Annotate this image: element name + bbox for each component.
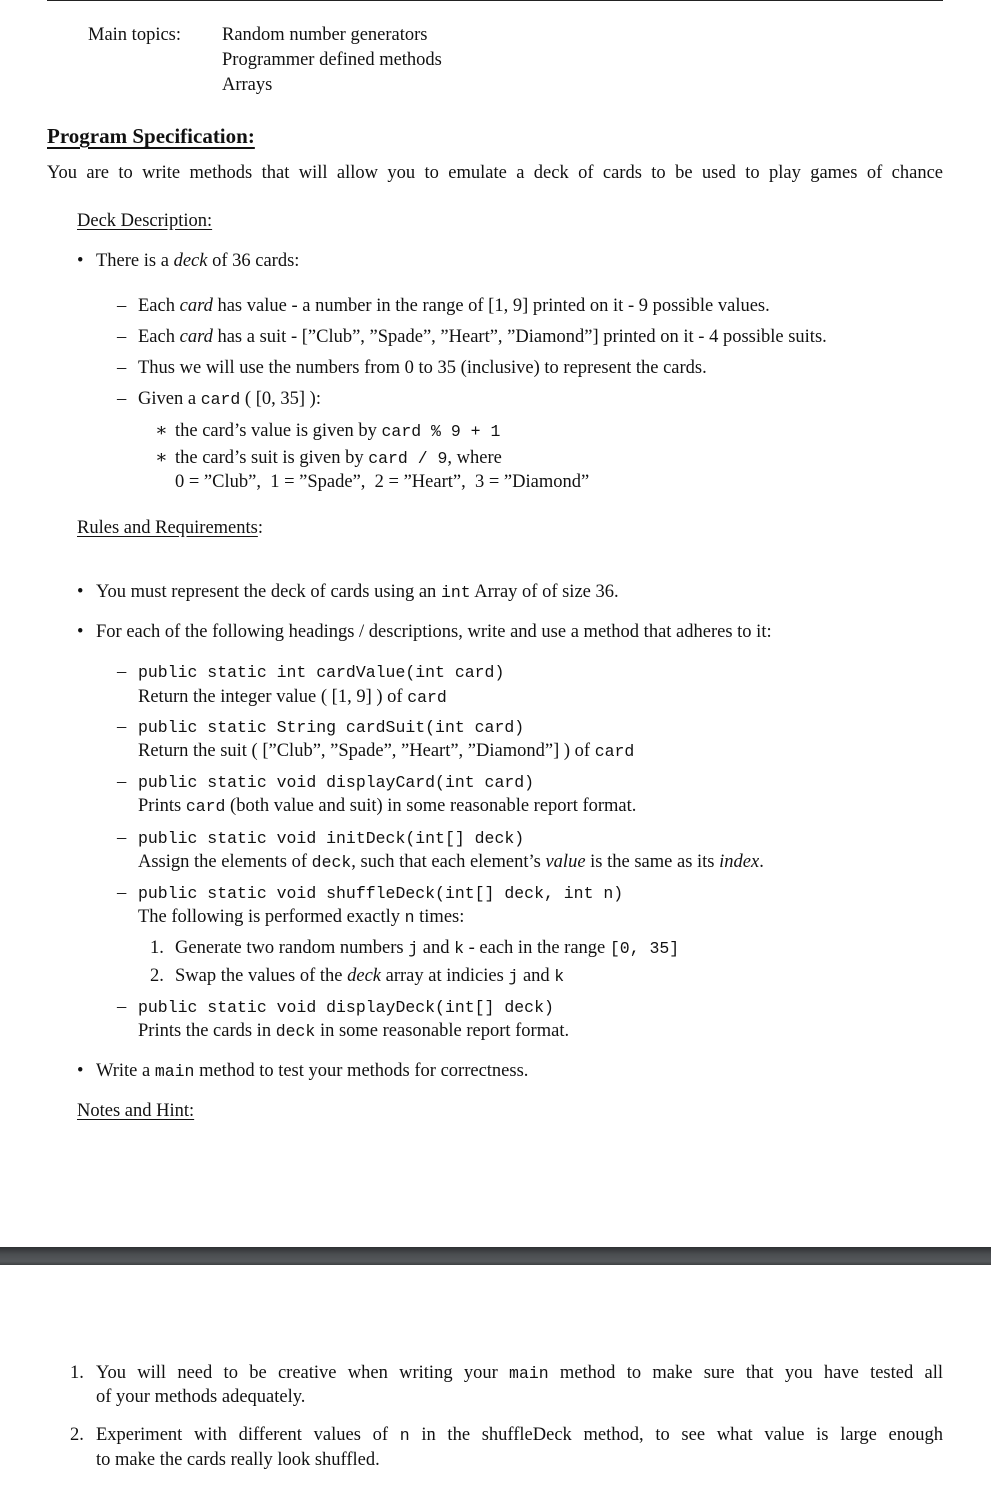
code-text: card xyxy=(407,688,447,707)
text-segment: Return the suit ( [”Club”, ”Spade”, ”Heart”, ”Diamond”] ) of xyxy=(138,741,595,761)
dash-marker: – xyxy=(117,296,127,316)
number-marker: 2. xyxy=(70,1425,84,1445)
text-line xyxy=(96,621,772,643)
emphasis-text: value xyxy=(545,852,586,872)
text-segment: Assign the elements of xyxy=(138,852,312,872)
text-line xyxy=(175,471,589,493)
text-segment: array at indicies xyxy=(381,966,509,986)
text-segment: : xyxy=(257,518,263,538)
text-segment: method to make sure that you have tested all xyxy=(548,1363,943,1383)
text-line xyxy=(138,740,634,762)
text-line xyxy=(96,1060,528,1082)
emphasis-text: card xyxy=(179,296,213,316)
text-line xyxy=(175,447,502,469)
text-segment: and xyxy=(518,966,555,986)
text-line xyxy=(138,661,504,683)
text-line xyxy=(96,1386,305,1408)
emphasis-text: card xyxy=(179,327,213,347)
text-segment: of 36 cards: xyxy=(207,251,300,271)
code-text: n xyxy=(399,1426,410,1445)
text-segment: is the same as its xyxy=(585,852,720,872)
text-segment: , where xyxy=(447,448,502,468)
code-text: j xyxy=(508,967,519,986)
dash-marker: – xyxy=(117,327,127,347)
number-marker: 2. xyxy=(150,966,164,986)
bullet-marker: • xyxy=(77,1061,84,1081)
code-text: public static void shuffleDeck(int[] deck, int n) xyxy=(138,884,624,903)
text-line xyxy=(175,937,679,959)
code-text: k xyxy=(554,967,565,986)
text-segment: and xyxy=(418,938,455,958)
text-line xyxy=(138,295,770,317)
subsection-heading xyxy=(77,517,263,539)
text-line xyxy=(138,882,623,904)
page-break-bar xyxy=(0,1247,991,1265)
text-segment: Rules and Requirements xyxy=(77,518,258,538)
top-rule xyxy=(47,0,943,1)
text-line xyxy=(47,162,943,184)
subsection-heading xyxy=(77,1100,194,1122)
text-segment: Generate two random numbers xyxy=(175,938,409,958)
text-line xyxy=(138,388,321,410)
subsection-heading xyxy=(77,210,212,232)
code-text: k xyxy=(454,939,465,958)
text-segment: There is a xyxy=(96,251,174,271)
text-line xyxy=(222,49,442,71)
text-line xyxy=(138,795,636,817)
text-line xyxy=(138,357,707,379)
code-text: main xyxy=(154,1062,195,1081)
text-segment: You must represent the deck of cards using an xyxy=(96,582,441,602)
code-text: public static int cardValue(int card) xyxy=(138,663,505,682)
text-segment: Each xyxy=(138,296,180,316)
text-line xyxy=(175,965,564,987)
code-text: card xyxy=(185,797,226,816)
text-line xyxy=(138,1020,569,1042)
asterisk-marker: ∗ xyxy=(155,421,168,441)
bullet-marker: • xyxy=(77,622,84,642)
text-segment: The following is performed exactly xyxy=(138,907,405,927)
dash-marker: – xyxy=(117,358,127,378)
text-segment: Prints the cards in xyxy=(138,1021,276,1041)
text-segment: the card’s value is given by xyxy=(175,421,382,441)
text-segment: You are to write methods that will allow you to emulate a deck of cards to be used to play games of chance xyxy=(47,163,943,183)
text-segment: For each of the following headings / descriptions, write and use a method that adheres to it: xyxy=(96,622,772,642)
dash-marker: – xyxy=(117,772,127,792)
text-segment: , such that each element’s xyxy=(351,852,546,872)
text-segment: Deck Description: xyxy=(77,211,213,231)
code-text: [0, 35] xyxy=(609,939,680,958)
code-text: deck xyxy=(311,853,352,872)
code-text: card xyxy=(594,742,635,761)
text-line xyxy=(96,1449,380,1471)
text-segment: - each in the range xyxy=(464,938,610,958)
text-segment: to make the cards really look shuffled. xyxy=(96,1450,380,1470)
emphasis-text: deck xyxy=(173,251,208,271)
section-heading xyxy=(47,125,255,147)
code-text: public static String cardSuit(int card) xyxy=(138,718,525,737)
code-text: card / 9 xyxy=(368,449,448,468)
dash-marker: – xyxy=(117,997,127,1017)
code-text: public static void displayCard(int card) xyxy=(138,773,535,792)
number-marker: 1. xyxy=(150,938,164,958)
text-segment: You will need to be creative when writing your xyxy=(96,1363,510,1383)
text-line xyxy=(88,24,181,46)
dash-marker: – xyxy=(117,389,127,409)
text-segment: in the shuffleDeck method, to see what value is large enough xyxy=(409,1425,944,1445)
text-segment: in some reasonable report format. xyxy=(315,1021,570,1041)
emphasis-text: deck xyxy=(347,966,382,986)
text-segment: (both value and suit) in some reasonable report format. xyxy=(225,796,637,816)
text-segment: the card’s suit is given by xyxy=(175,448,369,468)
text-line xyxy=(96,1362,943,1384)
text-segment: Program Specification: xyxy=(47,124,255,148)
text-line xyxy=(175,420,500,442)
emphasis-text: index xyxy=(719,852,760,872)
code-text: int xyxy=(440,583,471,602)
bullet-marker: • xyxy=(77,251,84,271)
text-segment: has value - a number in the range of [1, 9] printed on it - 9 possible values. xyxy=(212,296,770,316)
text-line xyxy=(96,581,619,603)
dash-marker: – xyxy=(117,828,127,848)
text-segment: . xyxy=(759,852,764,872)
text-segment: Write a xyxy=(96,1061,155,1081)
code-text: deck xyxy=(275,1022,316,1041)
text-line xyxy=(96,1424,943,1446)
text-segment: Prints xyxy=(138,796,186,816)
dash-marker: – xyxy=(117,883,127,903)
text-segment: Array of of size 36. xyxy=(470,582,619,602)
code-text: main xyxy=(509,1364,549,1383)
text-segment: Swap the values of the xyxy=(175,966,348,986)
text-line xyxy=(138,716,524,738)
asterisk-marker: ∗ xyxy=(155,448,168,468)
code-text: n xyxy=(404,908,415,927)
text-line xyxy=(138,326,827,348)
text-segment: Given a xyxy=(138,389,201,409)
text-line xyxy=(138,906,464,928)
text-line xyxy=(96,250,299,272)
text-line xyxy=(222,74,272,96)
text-segment: Arrays xyxy=(222,75,273,95)
text-segment: of your methods adequately. xyxy=(96,1387,306,1407)
text-line xyxy=(138,996,554,1018)
dash-marker: – xyxy=(117,662,127,682)
text-line xyxy=(138,827,524,849)
text-segment: Return the integer value ( [1, 9] ) of xyxy=(138,687,408,707)
text-segment: 0 = ”Club”, 1 = ”Spade”, 2 = ”Heart”, 3 = ”Diamond” xyxy=(175,472,590,492)
text-line xyxy=(138,771,534,793)
text-segment: method to test your methods for correctness. xyxy=(194,1061,529,1081)
code-text: j xyxy=(408,939,419,958)
text-line xyxy=(222,24,428,46)
text-segment: Main topics: xyxy=(88,25,182,45)
code-text: public static void initDeck(int[] deck) xyxy=(138,829,525,848)
code-text: card % 9 + 1 xyxy=(381,422,501,441)
code-text: card xyxy=(200,390,241,409)
dash-marker: – xyxy=(117,717,127,737)
text-segment: Experiment with different values of xyxy=(96,1425,400,1445)
text-segment: Random number generators xyxy=(222,25,428,45)
text-segment: ( [0, 35] ): xyxy=(240,389,321,409)
text-segment: Thus we will use the numbers from 0 to 35 (inclusive) to represent the cards. xyxy=(138,358,707,378)
text-segment: times: xyxy=(414,907,465,927)
text-segment: Programmer defined methods xyxy=(222,50,442,70)
text-segment: has a suit - [”Club”, ”Spade”, ”Heart”, ”Diamond”] printed on it - 4 possible suits. xyxy=(212,327,827,347)
text-line xyxy=(138,851,764,873)
text-segment: Each xyxy=(138,327,180,347)
text-line xyxy=(138,686,447,708)
number-marker: 1. xyxy=(70,1363,84,1383)
text-segment: Notes and Hint: xyxy=(77,1101,195,1121)
code-text: public static void displayDeck(int[] deck) xyxy=(138,998,554,1017)
bullet-marker: • xyxy=(77,582,84,602)
